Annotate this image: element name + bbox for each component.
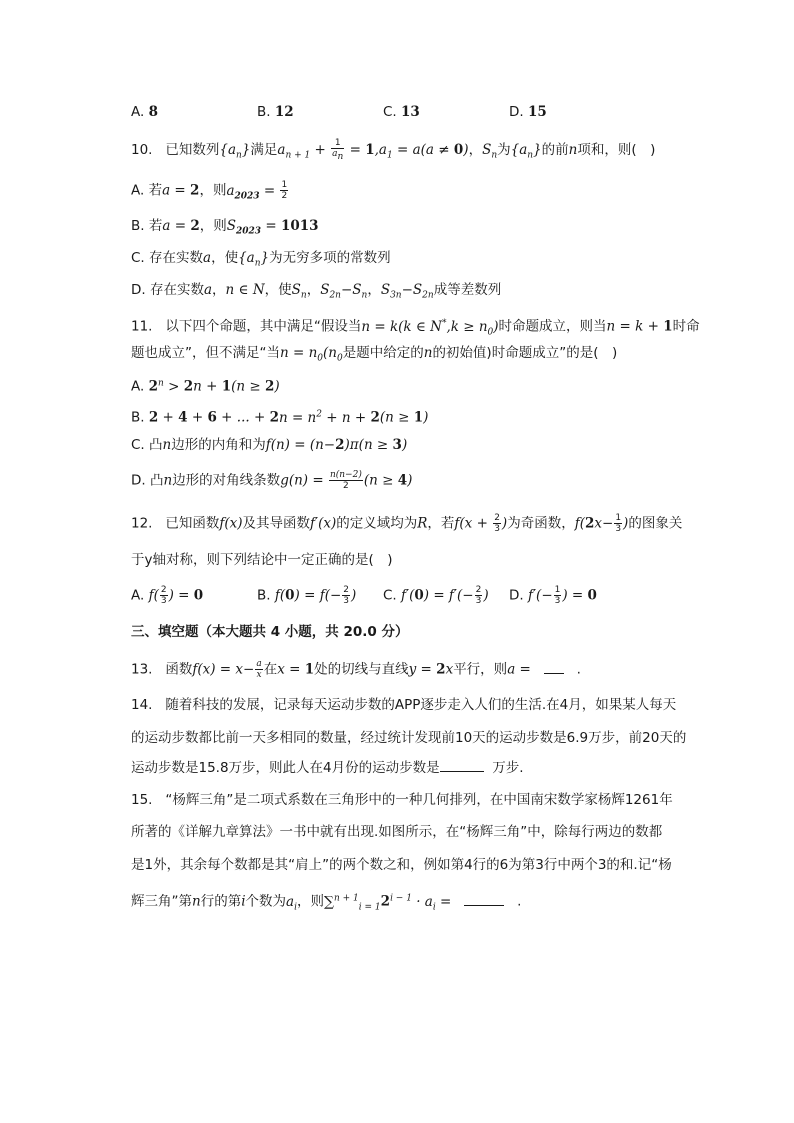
q12-options: [131, 585, 597, 606]
q11-option-c: C. 凸n边形的内角和为f(n) = (n−2)π(n ≥ 3): [131, 437, 408, 453]
q10-option-b: B. 若a = 2，则$S_{2023} = 1013$: [131, 218, 319, 237]
q12-option-b: B. f(0) = f(− $\frac{2}{3}$ ): [257, 585, 357, 606]
q11-option-d: D. 凸n边形的对角线条数g(n) = $\frac{n(n-2)}{2}$ (n ≥ 4): [131, 470, 413, 491]
q13-answer-blank[interactable]: [544, 661, 564, 674]
q13-stem: 13. 函数f(x) = x− $\frac{a}{x}$ 在x = 1处的切线与直线y = 2x平行，则a = .: [131, 659, 581, 680]
q12-stem-line2: 于y轴对称，则下列结论中一定正确的是( ): [131, 552, 393, 568]
q11-stem-line1: 11. 以下四个命题，其中满足“假设当n = k(k ∈ $N^*,k \ge n_0$)时命题成立，则当n = k + 1时命: [131, 318, 700, 338]
q10-option-a: A. 若a = 2，则$a_{2023}$ = $\frac{1}{2}$: [131, 180, 288, 202]
q9-option-b: B. 12: [257, 104, 294, 120]
q14-line1: 14. 随着科技的发展，记录每天运动步数的APP逐步走入人们的生活.在4月，如果某人每天: [131, 697, 677, 713]
q14-answer-blank[interactable]: [440, 759, 484, 772]
q15-line4: 辉三角”第n行的第i个数为$a_i$，则$\sum^{n + 1}_{i = 1}2^{i - 1} \cdot a_i$ = .: [131, 893, 522, 913]
q11-stem-line2: 题也成立”，但不满足“当$n = n_0(n_0$是题中给定的n的初始值)时命题成立”的是( ): [131, 345, 618, 364]
q15-line3: 是1外，其余每个数都是其“肩上”的两个数之和，例如第4行的6为第3行中两个3的和.记“杨: [131, 857, 672, 873]
q11-option-b: B. 2 + 4 + 6 + ... + $2n = n^2 + n + 2(n \ge 1)$: [131, 409, 429, 426]
q12-option-c: C. f′(0) = f′(− $\frac{2}{3}$ ): [383, 585, 489, 606]
q11-option-a: A. $2^n > 2n + 1(n \ge 2)$: [131, 378, 280, 395]
q12-option-a: A. f( $\frac{2}{3}$ ) = 0: [131, 585, 204, 606]
q12-option-d: D. f′(− $\frac{1}{3}$ ) = 0: [509, 585, 597, 606]
q10-option-c: C. 存在实数a，使$\{a_n\}$为无穷多项的常数列: [131, 250, 391, 269]
q14-line2: 的运动步数都比前一天多相同的数量，经过统计发现前10天的运动步数是6.9万步，前20天的: [131, 730, 687, 746]
q15-answer-blank[interactable]: [464, 893, 504, 906]
q9-options: [131, 102, 547, 122]
q14-line3: 运动步数是15.8万步，则此人在4月份的运动步数是 万步.: [131, 760, 524, 776]
q12-stem-line1: 12. 已知函数f(x)及其导函数f′(x)的定义域均为R，若f(x + $\frac{2}{3}$ )为奇函数，f(2x− $\frac{1}{3}$ )的图象关: [131, 513, 683, 534]
q9-option-c: C. 13: [383, 104, 420, 120]
q9-option-a: A. 8: [131, 104, 158, 120]
section-title: 三、填空题（本大题共 4 小题，共 20.0 分）: [131, 624, 409, 640]
q15-line2: 所著的《详解九章算法》一书中就有出现.如图所示，在“杨辉三角”中，除每行两边的数都: [131, 824, 663, 840]
q10-stem: 10. 已知数列$\{a_n\}$满足$a_{n + 1}$ + $\frac{1}{a_n}$ = $1,a_1 = a(a \ne 0)$，$S_n$为$\{a_n\}$的前n项和，则( ): [131, 138, 656, 162]
q10-option-d: D. 存在实数a，n ∈ N，使$S_n$，$S_{2n}-S_n$，$S_{3n}-S_{2n}$成等差数列: [131, 282, 502, 301]
q15-line1: 15. “杨辉三角”是二项式系数在三角形中的一种几何排列，在中国南宋数学家杨辉1261年: [131, 792, 673, 808]
q9-option-d: D. 15: [509, 104, 547, 120]
